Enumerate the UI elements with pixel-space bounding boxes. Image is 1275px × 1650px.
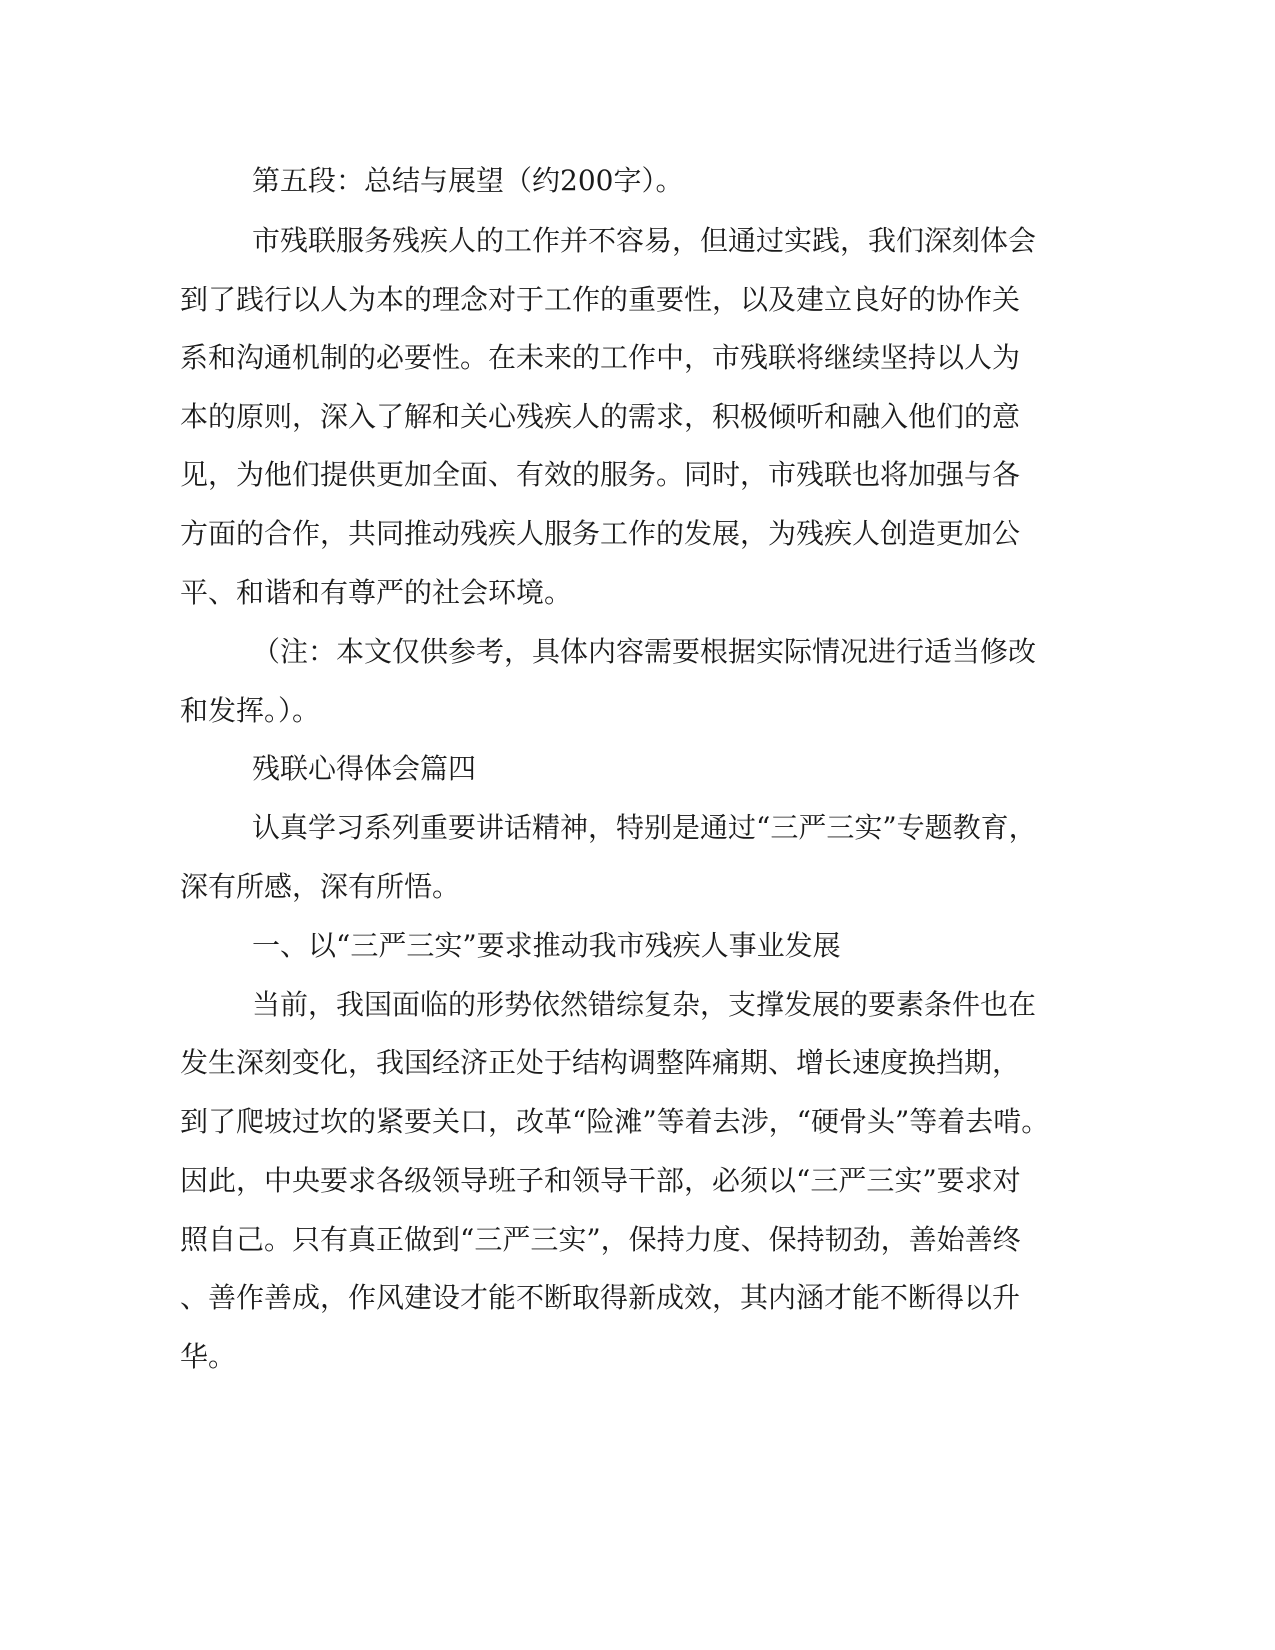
paragraph-line: 平、和谐和有尊严的社会环境。 [180, 576, 573, 609]
paragraph-line: 本的原则，深入了解和关心残疾人的需求，积极倾听和融入他们的意 [180, 400, 1021, 433]
subsection-heading: 一、以“三严三实”要求推动我市残疾人事业发展 [252, 929, 841, 962]
paragraph-line: 华。 [180, 1340, 237, 1373]
paragraph-line: 认真学习系列重要讲话精神，特别是通过“三严三实”专题教育， [252, 811, 1037, 844]
paragraph-line: 到了爬坡过坎的紧要关口，改革“险滩”等着去涉，“硬骨头”等着去啃。 [180, 1105, 1050, 1138]
paragraph-line: 到了践行以人为本的理念对于工作的重要性，以及建立良好的协作关 [180, 283, 1021, 316]
note-line: （注：本文仅供参考，具体内容需要根据实际情况进行适当修改 [252, 635, 1037, 668]
paragraph-line: 见，为他们提供更加全面、有效的服务。同时，市残联也将加强与各 [180, 458, 1021, 491]
paragraph-line: 因此，中央要求各级领导班子和领导干部，必须以“三严三实”要求对 [180, 1164, 1021, 1197]
paragraph-line: 深有所感，深有所悟。 [180, 870, 461, 903]
paragraph-line: 市残联服务残疾人的工作并不容易，但通过实践，我们深刻体会 [252, 224, 1037, 257]
paragraph-line: 、善作善成，作风建设才能不断取得新成效，其内涵才能不断得以升 [180, 1281, 1021, 1314]
section-heading-5: 第五段：总结与展望（约200字）。 [252, 164, 684, 197]
section-title: 残联心得体会篇四 [252, 752, 477, 785]
paragraph-line: 照自己。只有真正做到“三严三实”，保持力度、保持韧劲，善始善终 [180, 1223, 1021, 1256]
paragraph-line: 方面的合作，共同推动残疾人服务工作的发展，为残疾人创造更加公 [180, 517, 1021, 550]
paragraph-line: 发生深刻变化，我国经济正处于结构调整阵痛期、增长速度换挡期， [180, 1046, 1021, 1079]
paragraph-line: 系和沟通机制的必要性。在未来的工作中，市残联将继续坚持以人为 [180, 341, 1021, 374]
paragraph-line: 当前，我国面临的形势依然错综复杂，支撑发展的要素条件也在 [252, 988, 1037, 1021]
note-line: 和发挥。）。 [180, 694, 321, 727]
